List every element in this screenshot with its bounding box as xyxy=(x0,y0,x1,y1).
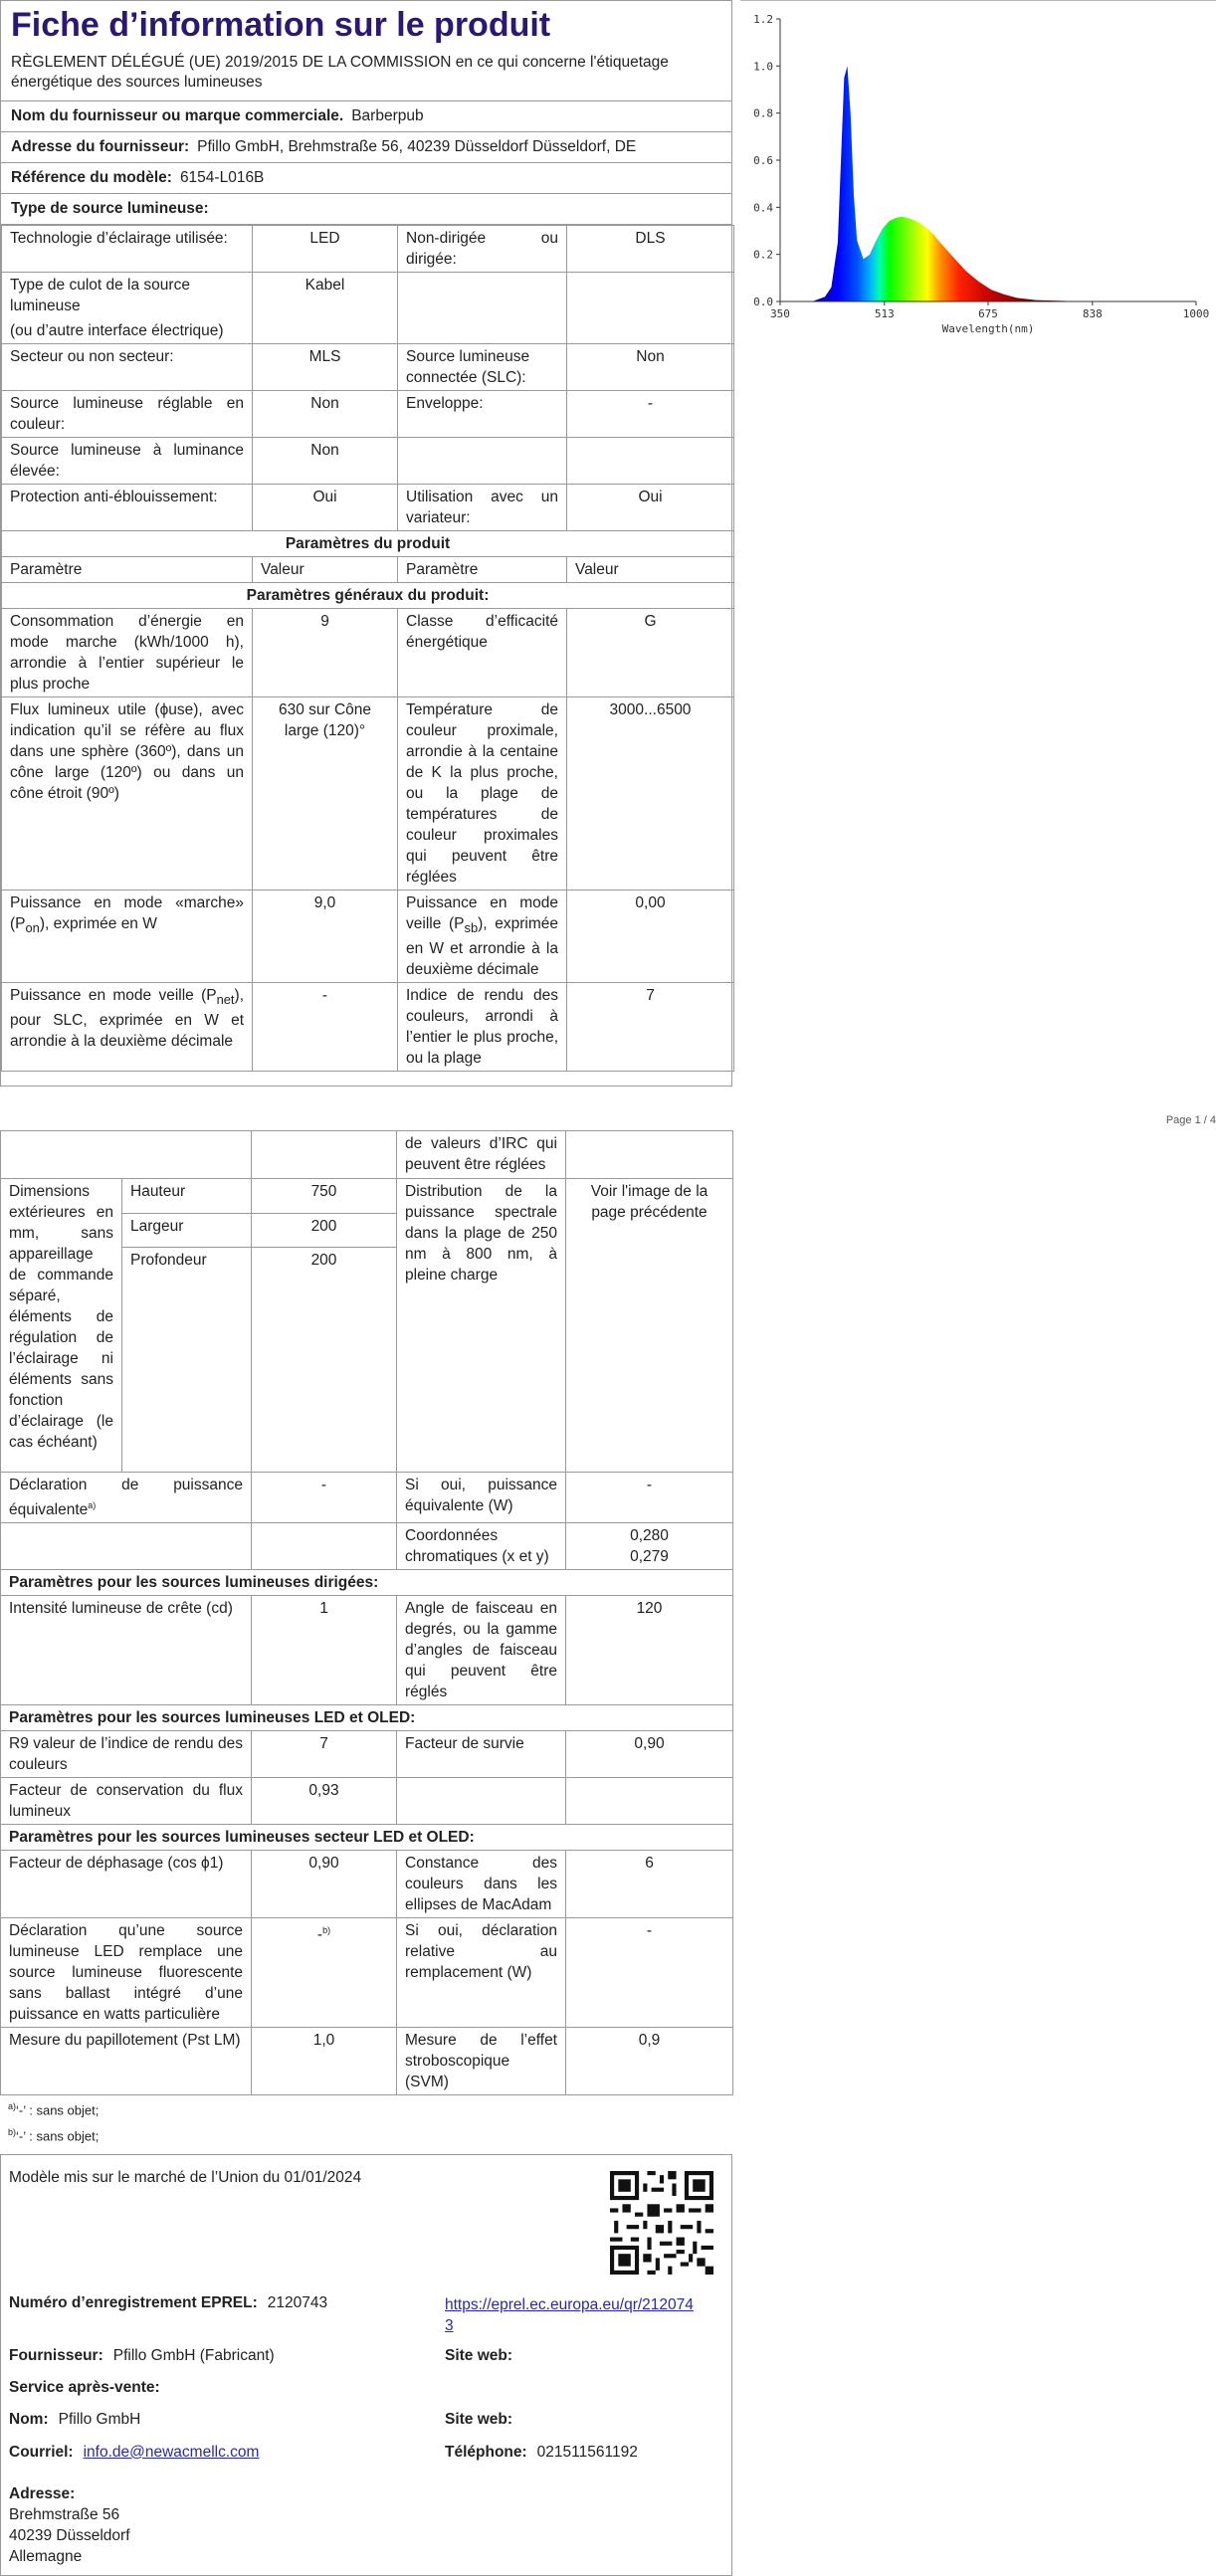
x-tick-label: 513 xyxy=(874,307,895,320)
email-row xyxy=(9,2444,259,2462)
document-title: Fiche d’information sur le produit xyxy=(11,6,551,44)
supplier-label: Fournisseur: xyxy=(9,2346,103,2364)
replacement-w-value: - xyxy=(566,1918,733,2028)
supplier-row xyxy=(9,2347,275,2365)
market-text: Modèle mis sur le marché de l’Union du 01/01/2024 xyxy=(9,2168,362,2186)
glare-label: Protection anti-éblouissement: xyxy=(2,485,253,531)
spectrum-area xyxy=(780,66,1196,301)
macadam-label: Constance des couleurs dans les ellipses de MacAdam xyxy=(397,1851,566,1918)
mains-value: MLS xyxy=(253,344,398,391)
lumen-maintenance-label: Facteur de conservation du flux lumineux xyxy=(1,1778,252,1825)
supplier-address-value: Pfillo GmbH, Brehmstraße 56, 40239 Düsseldorf Düsseldorf, DE xyxy=(197,138,637,155)
eprel-link[interactable]: https://eprel.ec.europa.eu/qr/2120743 xyxy=(445,2295,694,2334)
spd-value: Voir l'image de la page précédente xyxy=(566,1179,733,1473)
equiv-value: - xyxy=(252,1473,397,1523)
survival-value: 0,90 xyxy=(566,1731,733,1778)
col-param-2: Paramètre xyxy=(398,557,567,583)
mains-label: Secteur ou non secteur: xyxy=(2,344,253,391)
x-tick-label: 675 xyxy=(978,307,998,320)
pon-label: Puissance en mode «marche» $(P_{on})$, exprimée en W xyxy=(2,891,253,983)
led-params-heading: Paramètres pour les sources lumineuses LED et OLED: xyxy=(1,1705,733,1731)
tech-value: LED xyxy=(253,226,398,273)
page-2 xyxy=(0,1130,732,2565)
psb-subscript: sb xyxy=(464,920,479,936)
chroma-x: 0,280 xyxy=(630,1527,669,1545)
table-row xyxy=(2,583,734,609)
address-line-1: Brehmstraße 56 xyxy=(9,2505,120,2523)
colour-label: Source lumineuse réglable en couleur: xyxy=(2,391,253,438)
model-ref-label: Référence du modèle: xyxy=(11,169,172,186)
model-ref-row xyxy=(1,163,731,194)
envelope-label: Enveloppe: xyxy=(398,391,567,438)
footnote-a: $^{a)}$‘-’ : sans objet; xyxy=(8,2101,100,2118)
table-row xyxy=(1,1705,733,1731)
spd-label: Distribution de la puissance spectrale dans la plage de 250 nm à 800 nm, à pleine charge xyxy=(397,1179,566,1473)
chroma-value xyxy=(566,1523,733,1570)
phone-row xyxy=(445,2444,638,2462)
dimmer-value: Oui xyxy=(567,485,734,531)
qr-code-icon xyxy=(610,2171,713,2275)
source-type-heading: Type de source lumineuse: xyxy=(1,194,731,225)
height-value: 750 xyxy=(252,1179,397,1214)
table-row xyxy=(2,391,734,438)
table-row xyxy=(1,2028,733,2095)
phone-value: 021511561192 xyxy=(536,2443,638,2461)
svm-value: 0,9 xyxy=(566,2028,733,2095)
energy-value: 9 xyxy=(253,609,398,697)
high-luminance-value: Non xyxy=(253,438,398,485)
table-row xyxy=(2,891,734,983)
mains-led-params-heading: Paramètres pour les sources lumineuses secteur LED et OLED: xyxy=(1,1825,733,1851)
supplier-address-label: Adresse du fournisseur: xyxy=(11,138,190,155)
service-heading: Service après-vente: xyxy=(9,2378,160,2396)
eprel-row xyxy=(9,2294,327,2312)
equiv-w-value: - xyxy=(566,1473,733,1523)
y-tick-label: 0.6 xyxy=(753,154,773,167)
pon-subscript: on xyxy=(25,920,40,936)
phone-label: Téléphone: xyxy=(445,2443,527,2461)
table-row xyxy=(1,1179,733,1214)
pnet-subscript: net xyxy=(216,992,235,1008)
energy-label: Consommation d’énergie en mode marche (kWh/1000 h), arrondie à l’entier supérieur le plus proche xyxy=(2,609,253,697)
y-tick-label: 1.0 xyxy=(753,60,773,74)
cap-label: Type de culot de la source lumineuse xyxy=(10,277,190,314)
table-row xyxy=(2,344,734,391)
directed-value: DLS xyxy=(567,226,734,273)
table-row xyxy=(1,1731,733,1778)
general-params-heading: Paramètres généraux du produit: xyxy=(2,583,734,609)
table-row xyxy=(1,1523,733,1570)
cap-cell xyxy=(2,273,253,344)
cri-label-part2: de valeurs d’IRC qui peuvent être réglées xyxy=(397,1131,566,1179)
directed-label: Non-dirigée ou dirigée: xyxy=(398,226,567,273)
address-line-2: 40239 Düsseldorf xyxy=(9,2526,130,2544)
supplier-value: Pfillo GmbH (Fabricant) xyxy=(112,2346,275,2364)
website2-row xyxy=(445,2411,512,2429)
table-row xyxy=(1,1778,733,1825)
eprel-value: 2120743 xyxy=(267,2293,328,2311)
dimensions-label: Dimensions extérieures en mm, sans appareillage de commande séparé, éléments de régulation de l’éclairage ni éléments sans fonction d’éclairage (le cas échéant) xyxy=(1,1179,122,1473)
lumen-maintenance-value: 0,93 xyxy=(252,1778,397,1825)
equiv-label: Déclaration de puissance équivalente$^{a)}$ xyxy=(1,1473,252,1523)
dimmer-label: Utilisation avec un variateur: xyxy=(398,485,567,531)
efficiency-class-label: Classe d’efficacité énergétique xyxy=(398,609,567,697)
height-label: Hauteur xyxy=(122,1179,252,1214)
width-label: Largeur xyxy=(122,1213,252,1248)
model-ref-value: 6154-L016B xyxy=(179,169,265,186)
cap-value: Kabel xyxy=(253,273,398,344)
service-name-row xyxy=(9,2411,140,2429)
y-tick-label: 0.2 xyxy=(753,248,773,262)
directed-params-heading: Paramètres pour les sources lumineuses dirigées: xyxy=(1,1570,733,1596)
supplier-name-value: Barberpub xyxy=(351,107,424,124)
slc-value: Non xyxy=(567,344,734,391)
spectrum-chart xyxy=(740,0,1216,339)
chroma-y: 0,279 xyxy=(630,1548,669,1566)
spectrum-svg xyxy=(740,1,1216,339)
y-tick-label: 0.8 xyxy=(753,106,773,120)
supplier-address-row xyxy=(1,132,731,163)
macadam-value: 6 xyxy=(566,1851,733,1918)
pnet-value: - xyxy=(253,983,398,1072)
service-name-label: Nom: xyxy=(9,2410,49,2428)
x-tick-label: 838 xyxy=(1082,307,1103,320)
params-table-continued xyxy=(0,1130,733,2095)
table-row xyxy=(1,1851,733,1918)
svm-label: Mesure de l’effet stroboscopique (SVM) xyxy=(397,2028,566,2095)
page-1 xyxy=(0,0,732,1087)
r9-value: 7 xyxy=(252,1731,397,1778)
table-row xyxy=(2,485,734,531)
equiv-footnote-mark: a) xyxy=(88,1500,97,1510)
email-link[interactable]: info.de@newacmellc.com xyxy=(83,2443,260,2461)
footnote-b: $^{b)}$‘-’ : sans objet; xyxy=(8,2127,100,2144)
tech-label: Technologie d’éclairage utilisée: xyxy=(2,226,253,273)
address-label: Adresse: xyxy=(9,2484,76,2502)
pon-value: 9,0 xyxy=(253,891,398,983)
website-row xyxy=(445,2347,512,2365)
registration-box xyxy=(0,2154,732,2576)
cri-label-part1: Indice de rendu des couleurs, arrondi à l’entier le plus proche, ou la plage xyxy=(398,983,567,1072)
website2-label: Site web: xyxy=(445,2410,513,2428)
cap-sub: (ou d’autre interface électrique) xyxy=(10,322,224,339)
table-row xyxy=(1,1570,733,1596)
table-row xyxy=(2,438,734,485)
table-row xyxy=(1,1473,733,1523)
table-row xyxy=(2,697,734,891)
flux-value: 630 sur Cône large (120)° xyxy=(253,697,398,891)
power-factor-value: 0,90 xyxy=(252,1851,397,1918)
flux-label: Flux lumineux utile (ϕuse), avec indication qu’il se réfère au flux dans une sphère (360º), dans un cône large (120º) ou dans un cône étroit (90º) xyxy=(2,697,253,891)
table-row xyxy=(1,1918,733,2028)
replacement-w-label: Si oui, déclaration relative au remplacement (W) xyxy=(397,1918,566,2028)
cct-value: 3000...6500 xyxy=(567,697,734,891)
high-luminance-label: Source lumineuse à luminance élevée: xyxy=(2,438,253,485)
col-param-1: Paramètre xyxy=(2,557,253,583)
col-value-2: Valeur xyxy=(567,557,734,583)
chroma-label: Coordonnées chromatiques (x et y) xyxy=(397,1523,566,1570)
r9-label: R9 valeur de l’indice de rendu des couleurs xyxy=(1,1731,252,1778)
depth-value: 200 xyxy=(252,1248,397,1473)
depth-label: Profondeur xyxy=(122,1248,252,1473)
table-row xyxy=(1,1131,733,1179)
product-params-heading: Paramètres du produit xyxy=(2,531,734,557)
x-tick-label: 350 xyxy=(770,307,790,320)
glare-value: Oui xyxy=(253,485,398,531)
y-tick-label: 1.2 xyxy=(753,13,773,26)
replacement-footnote-mark: b) xyxy=(322,1925,331,1936)
cri-value: 7 xyxy=(567,983,734,1072)
psb-label: Puissance en mode veille $(P_{sb})$, exprimée en W et arrondie à la deuxième décimale xyxy=(398,891,567,983)
peak-intensity-value: 1 xyxy=(252,1596,397,1705)
address-line-3: Allemagne xyxy=(9,2547,83,2565)
table-row xyxy=(2,557,734,583)
beam-angle-value: 120 xyxy=(566,1596,733,1705)
source-type-table xyxy=(1,225,734,1072)
y-tick-label: 0.0 xyxy=(753,296,773,308)
replacement-value: -$^{b)}$ xyxy=(252,1918,397,2028)
email-label: Courriel: xyxy=(9,2443,74,2461)
table-row xyxy=(1,1596,733,1705)
y-tick-label: 0.4 xyxy=(753,201,773,215)
survival-label: Facteur de survie xyxy=(397,1731,566,1778)
table-row xyxy=(2,226,734,273)
website-label: Site web: xyxy=(445,2346,513,2364)
supplier-name-label: Nom du fournisseur ou marque commerciale. xyxy=(11,107,344,124)
envelope-value: - xyxy=(567,391,734,438)
psb-value: 0,00 xyxy=(567,891,734,983)
slc-label: Source lumineuse connectée (SLC): xyxy=(398,344,567,391)
width-value: 200 xyxy=(252,1213,397,1248)
regulation-text: RÈGLEMENT DÉLÉGUÉ (UE) 2019/2015 DE LA COMMISSION en ce qui concerne l'étiquetage énergétique des sources lumineuses xyxy=(1,47,731,101)
power-factor-label: Facteur de déphasage (cos ϕ1) xyxy=(1,1851,252,1918)
pnet-label: Puissance en mode veille $(P_{net})$, pour SLC, exprimée en W et arrondie à la deuxième décimale xyxy=(2,983,253,1072)
x-tick-label: 1000 xyxy=(1182,307,1210,320)
address-block xyxy=(9,2483,130,2567)
flicker-value: 1,0 xyxy=(252,2028,397,2095)
table-row xyxy=(1,1825,733,1851)
colour-value: Non xyxy=(253,391,398,438)
efficiency-class-value: G xyxy=(567,609,734,697)
table-row xyxy=(2,273,734,344)
table-row xyxy=(2,983,734,1072)
peak-intensity-label: Intensité lumineuse de crête (cd) xyxy=(1,1596,252,1705)
col-value-1: Valeur xyxy=(253,557,398,583)
equiv-w-label: Si oui, puissance équivalente (W) xyxy=(397,1473,566,1523)
beam-angle-label: Angle de faisceau en degrés, ou la gamme d’angles de faisceau qui peuvent être réglés xyxy=(397,1596,566,1705)
replacement-label: Déclaration qu’une source lumineuse LED remplace une source lumineuse fluorescente sans ballast intégré d’une puissance en watts particulière xyxy=(1,1918,252,2028)
cct-label: Température de couleur proximale, arrondie à la centaine de K la plus proche, ou la plage de températures de couleur proximales qui peuvent être réglées xyxy=(398,697,567,891)
flicker-label: Mesure du papillotement (Pst LM) xyxy=(1,2028,252,2095)
service-name-value: Pfillo GmbH xyxy=(58,2410,141,2428)
page-number: Page 1 / 4 xyxy=(1165,1114,1216,1126)
supplier-name-row xyxy=(1,101,731,132)
x-axis-label: Wavelength(nm) xyxy=(941,322,1035,335)
table-row xyxy=(2,609,734,697)
eprel-label: Numéro d’enregistrement EPREL: xyxy=(9,2293,258,2311)
table-row xyxy=(2,531,734,557)
